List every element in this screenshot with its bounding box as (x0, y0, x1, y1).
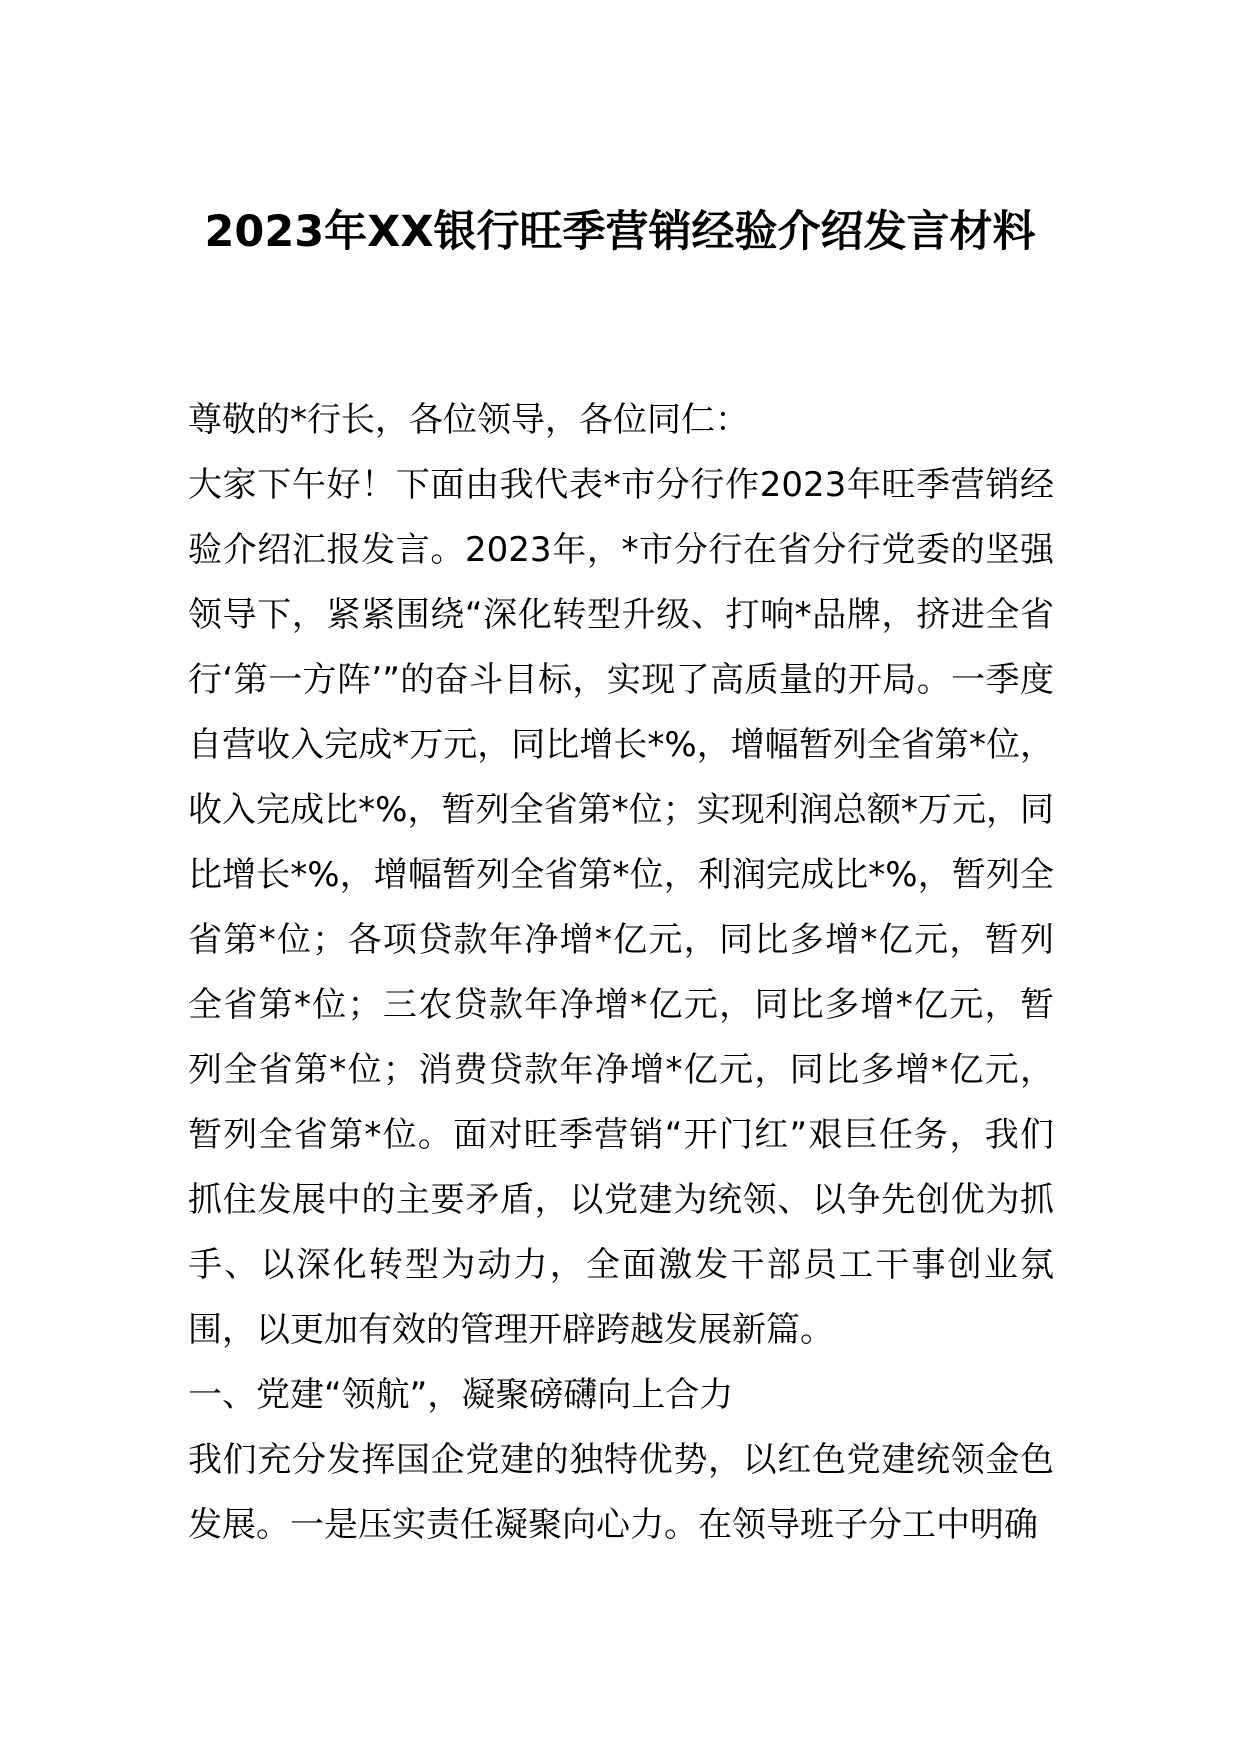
salutation-paragraph: 尊敬的*行长，各位领导，各位同仁： (188, 400, 749, 440)
section-1-paragraph: 我们充分发挥国企党建的独特优势，以红色党建统领金色发展。一是压实责任凝聚向心力。在领导班子分工中明确 (188, 1440, 1054, 1545)
section-heading-1: 一、党建“领航”，凝聚磅礴向上合力 (188, 1375, 734, 1415)
document-body (188, 388, 1054, 1558)
document-title: 2023年XX银行旺季营销经验介绍发言材料 (204, 207, 1036, 257)
intro-paragraph: 大家下午好！下面由我代表*市分行作2023年旺季营销经验介绍汇报发言。2023年，*市分行在省分行党委的坚强领导下，紧紧围绕“深化转型升级、打响*品牌，挤进全省行‘第一方阵’”的奋斗目标，实现了高质量的开局。一季度自营收入完成*万元，同比增长*%，增幅暂列全省第*位，收入完成比*%，暂列全省第*位；实现利润总额*万元，同比增长*%，增幅暂列全省第*位，利润完成比*%，暂列全省第*位；各项贷款年净增*亿元，同比多增*亿元，暂列全省第*位；三农贷款年净增*亿元，同比多增*亿元，暂列全省第*位；消费贷款年净增*亿元，同比多增*亿元，暂列全省第*位。面对旺季营销“开门红”艰巨任务，我们抓住发展中的主要矛盾，以党建为统领、以争先创优为抓手、以深化转型为动力，全面激发干部员工干事创业氛围，以更加有效的管理开辟跨越发展新篇。 (188, 465, 1054, 1350)
